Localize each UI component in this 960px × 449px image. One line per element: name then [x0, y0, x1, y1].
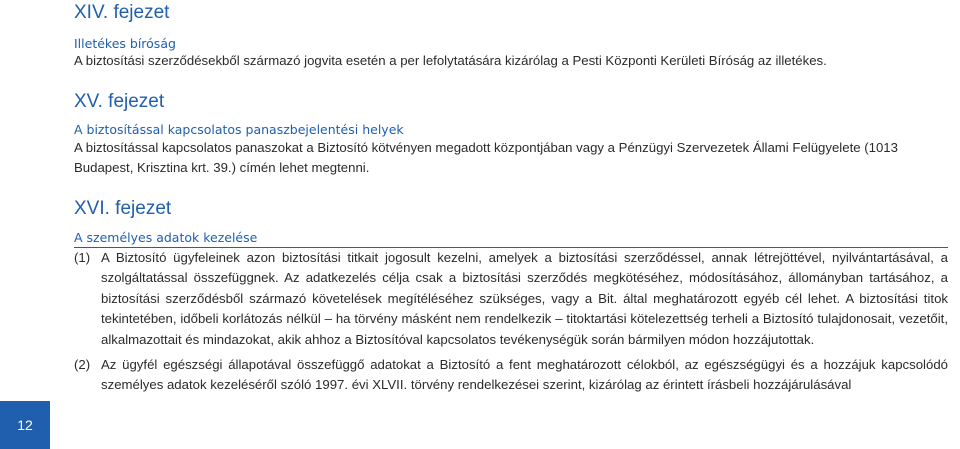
page-number: 12 [17, 417, 33, 433]
chapter-15-heading: A biztosítással kapcsolatos panaszbejelentési helyek [74, 122, 404, 137]
chapter-14-heading: Illetékes bíróság [74, 36, 176, 51]
item-number: (2) [74, 357, 91, 372]
chapter-14-title: XIV. fejezet [74, 2, 170, 23]
page-number-badge [0, 401, 50, 449]
chapter-16-heading: A személyes adatok kezelése [74, 230, 948, 248]
chapter-15-title: XV. fejezet [74, 91, 165, 112]
list-item [74, 355, 948, 396]
chapter-16-title: XVI. fejezet [74, 198, 172, 219]
item-number: (1) [74, 250, 91, 265]
list-item [74, 248, 948, 350]
chapter-14-text: A biztosítási szerződésekből származó jogvita esetén a per lefolytatására kizárólag a Pesti Központi Kerületi Bíróság az illetékes. [74, 53, 827, 68]
item-text: A Biztosító ügyfeleinek azon biztosítási titkait jogosult kezelni, amelyek a biztosítási szerződéssel, annak létrejöttével, nyilvántartásával, a szolgáltatással összefüggnek. Az adatkezelés célja csak a biztosítási szerződés megkötéséhez, módosításához, állományban tartásához, a biztosítási szerződésből származó követelések megítéléséhez szükséges, vagy a Bit. által meghatározott egyéb cél lehet. A biztosítási titok tekintetében, időbeli korlátozás nélkül – ha törvény másként nem rendelkezik – titoktartási kötelezettség terheli a Biztosító tulajdonosait, vezetőit, alkalmazottait és mindazokat, akik ahhoz a Biztosítóval kapcsolatos tevékenységük során bármilyen módon hozzájutottak. [101, 250, 948, 347]
item-text: Az ügyfél egészségi állapotával összefüggő adatokat a Biztosító a fent meghatározott célokból, az egészségügyi és a hozzájuk kapcsolódó személyes adatok kezeléséről szóló 1997. évi XLVII. törvény rendelkezései szerint, kizárólag az érintett írásbeli hozzájárulásával [101, 357, 948, 393]
chapter-15-text: A biztosítással kapcsolatos panaszokat a Biztosító kötvényen megadott központjában vagy a Pénzügyi Szervezetek Állami Felügyelete (1013 Budapest, Krisztina krt. 39.) címén lehet megtenni. [74, 140, 898, 175]
